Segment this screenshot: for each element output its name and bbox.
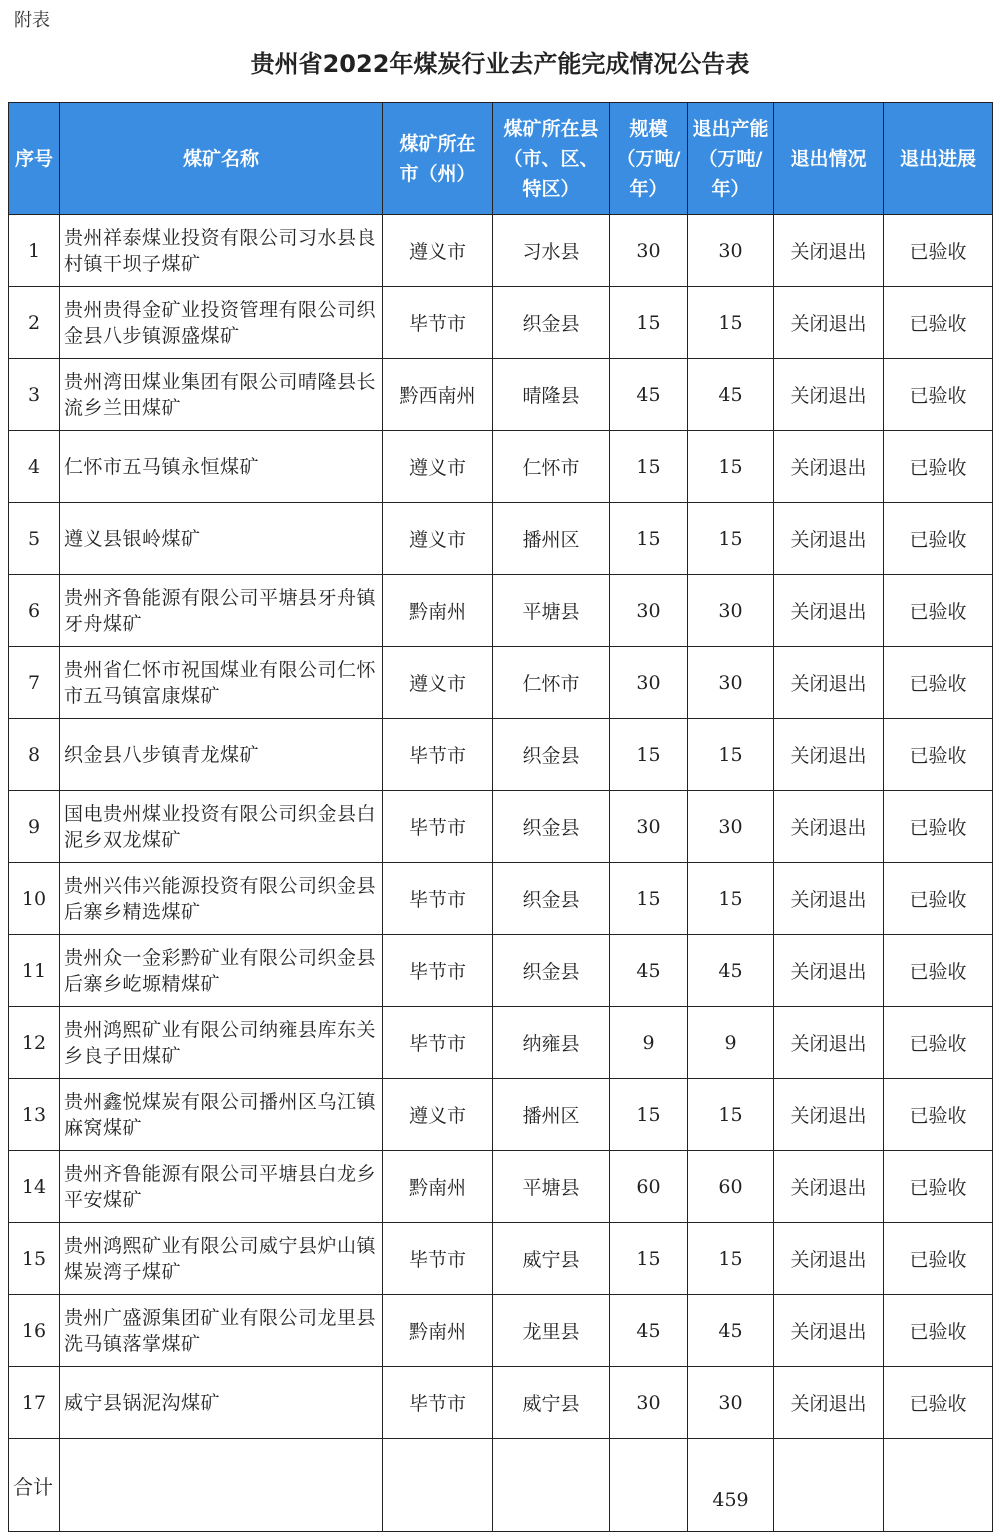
- mine-name: 贵州众一金彩黔矿业有限公司织金县后寨乡屹塬精煤矿: [60, 935, 383, 1007]
- row-no: 5: [9, 503, 60, 575]
- exit-progress: 已验收: [884, 1295, 993, 1367]
- mine-scale: 15: [610, 431, 688, 503]
- mine-county: 织金县: [493, 287, 610, 359]
- header-exit-progress: 退出进展: [884, 103, 993, 215]
- table-row: [9, 359, 993, 431]
- mine-county: 纳雍县: [493, 1007, 610, 1079]
- mine-scale: 15: [610, 1079, 688, 1151]
- header-county: 煤矿所在县（市、区、特区）: [493, 103, 610, 215]
- mine-name: 贵州省仁怀市祝国煤业有限公司仁怀市五马镇富康煤矿: [60, 647, 383, 719]
- row-no: 4: [9, 431, 60, 503]
- header-exit-capacity: 退出产能（万吨/年）: [688, 103, 774, 215]
- mine-scale: 45: [610, 359, 688, 431]
- mine-city: 毕节市: [383, 1223, 493, 1295]
- table-row: [9, 503, 993, 575]
- exit-progress: 已验收: [884, 1079, 993, 1151]
- exit-status: 关闭退出: [774, 647, 884, 719]
- header-no: 序号: [9, 103, 60, 215]
- total-cell-empty: [774, 1439, 884, 1532]
- exit-status: 关闭退出: [774, 1367, 884, 1439]
- exit-status: 关闭退出: [774, 1223, 884, 1295]
- exit-status: 关闭退出: [774, 863, 884, 935]
- mine-name: 遵义县银岭煤矿: [60, 503, 383, 575]
- exit-status: 关闭退出: [774, 215, 884, 287]
- exit-capacity: 15: [688, 1079, 774, 1151]
- total-cell-empty: [60, 1439, 383, 1532]
- mine-city: 毕节市: [383, 719, 493, 791]
- exit-progress: 已验收: [884, 359, 993, 431]
- exit-status: 关闭退出: [774, 287, 884, 359]
- mine-name: 贵州鑫悦煤炭有限公司播州区乌江镇麻窝煤矿: [60, 1079, 383, 1151]
- table-row: [9, 215, 993, 287]
- exit-capacity: 15: [688, 287, 774, 359]
- row-no: 7: [9, 647, 60, 719]
- row-no: 10: [9, 863, 60, 935]
- mine-county: 习水县: [493, 215, 610, 287]
- mine-county: 织金县: [493, 791, 610, 863]
- mine-city: 遵义市: [383, 215, 493, 287]
- mine-city: 毕节市: [383, 1367, 493, 1439]
- mine-name: 贵州祥泰煤业投资有限公司习水县良村镇干坝子煤矿: [60, 215, 383, 287]
- mine-city: 黔南州: [383, 1295, 493, 1367]
- table-row: [9, 575, 993, 647]
- row-no: 13: [9, 1079, 60, 1151]
- exit-status: 关闭退出: [774, 359, 884, 431]
- row-no: 15: [9, 1223, 60, 1295]
- mine-county: 威宁县: [493, 1223, 610, 1295]
- mine-city: 遵义市: [383, 503, 493, 575]
- mine-name: 威宁县锅泥沟煤矿: [60, 1367, 383, 1439]
- exit-capacity: 15: [688, 1223, 774, 1295]
- exit-status: 关闭退出: [774, 1295, 884, 1367]
- mine-city: 遵义市: [383, 647, 493, 719]
- exit-capacity: 15: [688, 719, 774, 791]
- mine-county: 威宁县: [493, 1367, 610, 1439]
- mine-scale: 9: [610, 1007, 688, 1079]
- exit-progress: 已验收: [884, 1007, 993, 1079]
- mine-county: 织金县: [493, 863, 610, 935]
- exit-progress: 已验收: [884, 287, 993, 359]
- row-no: 14: [9, 1151, 60, 1223]
- mine-name: 贵州广盛源集团矿业有限公司龙里县洗马镇落掌煤矿: [60, 1295, 383, 1367]
- mine-county: 龙里县: [493, 1295, 610, 1367]
- header-mine-name: 煤矿名称: [60, 103, 383, 215]
- exit-progress: 已验收: [884, 647, 993, 719]
- header-scale: 规模（万吨/年）: [610, 103, 688, 215]
- mine-scale: 30: [610, 215, 688, 287]
- header-city: 煤矿所在市（州）: [383, 103, 493, 215]
- row-no: 11: [9, 935, 60, 1007]
- exit-progress: 已验收: [884, 863, 993, 935]
- table-row: [9, 863, 993, 935]
- mine-county: 织金县: [493, 719, 610, 791]
- exit-capacity: 45: [688, 359, 774, 431]
- mine-scale: 15: [610, 503, 688, 575]
- mine-scale: 15: [610, 1223, 688, 1295]
- exit-capacity: 60: [688, 1151, 774, 1223]
- table-row: [9, 647, 993, 719]
- mine-county: 平塘县: [493, 575, 610, 647]
- exit-progress: 已验收: [884, 791, 993, 863]
- total-cell-empty: [884, 1439, 993, 1532]
- exit-progress: 已验收: [884, 1151, 993, 1223]
- exit-progress: 已验收: [884, 575, 993, 647]
- exit-progress: 已验收: [884, 215, 993, 287]
- table-header-row: [9, 103, 993, 215]
- mine-scale: 15: [610, 719, 688, 791]
- mine-city: 遵义市: [383, 1079, 493, 1151]
- exit-capacity: 30: [688, 791, 774, 863]
- mine-name: 仁怀市五马镇永恒煤矿: [60, 431, 383, 503]
- mine-city: 毕节市: [383, 287, 493, 359]
- table-row: [9, 719, 993, 791]
- row-no: 1: [9, 215, 60, 287]
- exit-capacity: 9: [688, 1007, 774, 1079]
- mine-city: 毕节市: [383, 791, 493, 863]
- mine-county: 晴隆县: [493, 359, 610, 431]
- mine-city: 毕节市: [383, 1007, 493, 1079]
- table-row: [9, 1007, 993, 1079]
- mine-scale: 60: [610, 1151, 688, 1223]
- table-row: [9, 1367, 993, 1439]
- mine-scale: 45: [610, 935, 688, 1007]
- row-no: 3: [9, 359, 60, 431]
- exit-capacity: 30: [688, 1367, 774, 1439]
- exit-status: 关闭退出: [774, 719, 884, 791]
- exit-capacity: 45: [688, 935, 774, 1007]
- total-exit-capacity: 459: [688, 1439, 774, 1532]
- mine-scale: 45: [610, 1295, 688, 1367]
- page-title: 贵州省2022年煤炭行业去产能完成情况公告表: [250, 50, 750, 78]
- table-row: [9, 1151, 993, 1223]
- exit-status: 关闭退出: [774, 1079, 884, 1151]
- mine-city: 遵义市: [383, 431, 493, 503]
- exit-progress: 已验收: [884, 719, 993, 791]
- mine-scale: 30: [610, 791, 688, 863]
- mine-county: 仁怀市: [493, 431, 610, 503]
- mine-city: 黔西南州: [383, 359, 493, 431]
- mine-name: 贵州鸿熙矿业有限公司威宁县炉山镇煤炭湾子煤矿: [60, 1223, 383, 1295]
- mine-name: 国电贵州煤业投资有限公司织金县白泥乡双龙煤矿: [60, 791, 383, 863]
- exit-progress: 已验收: [884, 431, 993, 503]
- exit-capacity: 15: [688, 863, 774, 935]
- exit-capacity: 30: [688, 575, 774, 647]
- mine-county: 播州区: [493, 503, 610, 575]
- total-cell-empty: [610, 1439, 688, 1532]
- mine-scale: 30: [610, 575, 688, 647]
- exit-capacity: 15: [688, 431, 774, 503]
- mine-county: 仁怀市: [493, 647, 610, 719]
- appendix-label: 附表: [14, 10, 50, 31]
- exit-status: 关闭退出: [774, 1151, 884, 1223]
- mine-county: 平塘县: [493, 1151, 610, 1223]
- exit-capacity: 30: [688, 647, 774, 719]
- exit-capacity: 30: [688, 215, 774, 287]
- mine-city: 毕节市: [383, 863, 493, 935]
- exit-status: 关闭退出: [774, 1007, 884, 1079]
- mine-scale: 15: [610, 863, 688, 935]
- total-cell-empty: [493, 1439, 610, 1532]
- exit-progress: 已验收: [884, 935, 993, 1007]
- exit-status: 关闭退出: [774, 503, 884, 575]
- table-row: [9, 1223, 993, 1295]
- total-row: [9, 1439, 993, 1532]
- mine-city: 黔南州: [383, 1151, 493, 1223]
- exit-progress: 已验收: [884, 1367, 993, 1439]
- exit-status: 关闭退出: [774, 791, 884, 863]
- mine-name: 贵州鸿熙矿业有限公司纳雍县库东关乡良子田煤矿: [60, 1007, 383, 1079]
- row-no: 8: [9, 719, 60, 791]
- coal-capacity-table: [8, 102, 993, 1532]
- mine-name: 贵州湾田煤业集团有限公司晴隆县长流乡兰田煤矿: [60, 359, 383, 431]
- header-exit-status: 退出情况: [774, 103, 884, 215]
- mine-city: 黔南州: [383, 575, 493, 647]
- mine-scale: 30: [610, 647, 688, 719]
- exit-capacity: 45: [688, 1295, 774, 1367]
- row-no: 16: [9, 1295, 60, 1367]
- table-row: [9, 287, 993, 359]
- table-row: [9, 1079, 993, 1151]
- row-no: 12: [9, 1007, 60, 1079]
- mine-name: 贵州齐鲁能源有限公司平塘县白龙乡平安煤矿: [60, 1151, 383, 1223]
- row-no: 9: [9, 791, 60, 863]
- exit-status: 关闭退出: [774, 575, 884, 647]
- mine-scale: 15: [610, 287, 688, 359]
- row-no: 2: [9, 287, 60, 359]
- table-row: [9, 791, 993, 863]
- mine-name: 贵州兴伟兴能源投资有限公司织金县后寨乡精选煤矿: [60, 863, 383, 935]
- table-row: [9, 935, 993, 1007]
- table-row: [9, 1295, 993, 1367]
- exit-capacity: 15: [688, 503, 774, 575]
- row-no: 17: [9, 1367, 60, 1439]
- exit-status: 关闭退出: [774, 935, 884, 1007]
- mine-county: 织金县: [493, 935, 610, 1007]
- total-label: 合计: [9, 1439, 60, 1532]
- mine-name: 织金县八步镇青龙煤矿: [60, 719, 383, 791]
- mine-city: 毕节市: [383, 935, 493, 1007]
- table-row: [9, 431, 993, 503]
- mine-scale: 30: [610, 1367, 688, 1439]
- row-no: 6: [9, 575, 60, 647]
- mine-county: 播州区: [493, 1079, 610, 1151]
- exit-progress: 已验收: [884, 1223, 993, 1295]
- mine-name: 贵州贵得金矿业投资管理有限公司织金县八步镇源盛煤矿: [60, 287, 383, 359]
- total-cell-empty: [383, 1439, 493, 1532]
- exit-progress: 已验收: [884, 503, 993, 575]
- mine-name: 贵州齐鲁能源有限公司平塘县牙舟镇牙舟煤矿: [60, 575, 383, 647]
- exit-status: 关闭退出: [774, 431, 884, 503]
